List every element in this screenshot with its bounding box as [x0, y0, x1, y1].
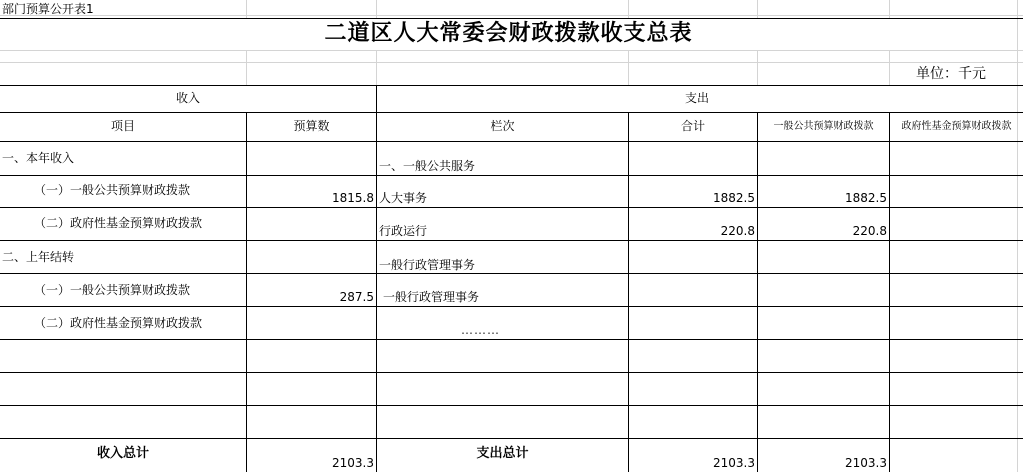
- grid-line: [889, 0, 890, 18]
- expense-general-value: 220.8: [852, 224, 887, 238]
- income-value: 287.5: [339, 290, 374, 304]
- page-title: 二道区人大常委会财政拨款收支总表: [324, 21, 693, 46]
- income-value: 1815.8: [332, 191, 374, 205]
- expense-item: 人大事务: [379, 191, 428, 205]
- total-header: 合计: [680, 119, 705, 133]
- income-total-label: 收入总计: [96, 446, 149, 461]
- border-line: [376, 85, 377, 472]
- expense-total-value: 1882.5: [713, 191, 755, 205]
- expense-item: 一般行政管理事务: [383, 290, 480, 304]
- grid-line: [0, 50, 1023, 51]
- expense-total-sum: 2103.3: [713, 456, 755, 470]
- general-budget-header: 一般公共预算财政拨款: [773, 121, 874, 132]
- grid-line: [376, 50, 377, 85]
- border-line: [0, 240, 1023, 241]
- expense-total-label: 支出总计: [476, 446, 529, 461]
- income-total-value: 2103.3: [332, 456, 374, 470]
- border-line: [0, 141, 1023, 142]
- expense-item-ellipsis: ………: [461, 323, 500, 337]
- grid-line: [757, 50, 758, 85]
- unit-label: 单位：千元: [916, 66, 986, 82]
- border-line: [0, 372, 1023, 373]
- border-line: [757, 112, 758, 472]
- expense-header: 支出: [684, 91, 709, 105]
- border-line: [889, 112, 890, 472]
- income-item: （一）一般公共预算财政拨款: [34, 183, 191, 197]
- grid-line: [628, 0, 629, 18]
- grid-line: [246, 50, 247, 85]
- income-item: 二、上年结转: [2, 250, 75, 264]
- expense-total-value: 220.8: [720, 224, 755, 238]
- grid-line: [246, 0, 247, 18]
- sheet-label: 部门预算公开表1: [2, 2, 94, 16]
- border-line: [0, 175, 1023, 176]
- grid-line: [0, 15, 1023, 16]
- border-line: [0, 85, 1023, 86]
- border-line: [0, 207, 1023, 208]
- expense-general-sum: 2103.3: [845, 456, 887, 470]
- grid-line: [628, 50, 629, 85]
- border-line: [0, 112, 1023, 113]
- income-item: （一）一般公共预算财政拨款: [34, 283, 191, 297]
- expense-item: 一、一般公共服务: [379, 159, 476, 173]
- income-item: （二）政府性基金预算财政拨款: [34, 316, 203, 330]
- column-header: 栏次: [490, 119, 515, 133]
- budget-header: 预算数: [293, 119, 330, 133]
- border-line: [0, 18, 1023, 19]
- grid-line: [757, 0, 758, 18]
- income-item: （二）政府性基金预算财政拨款: [34, 216, 203, 230]
- border-line: [0, 273, 1023, 274]
- border-line: [0, 405, 1023, 406]
- income-header: 收入: [175, 91, 200, 105]
- border-line: [628, 112, 629, 472]
- expense-general-value: 1882.5: [845, 191, 887, 205]
- border-line: [0, 438, 1023, 439]
- grid-line: [889, 50, 890, 85]
- grid-line: [0, 62, 1023, 63]
- item-header: 项目: [110, 119, 135, 133]
- border-line: [0, 339, 1023, 340]
- expense-item: 一般行政管理事务: [379, 258, 476, 272]
- grid-line: [1017, 0, 1018, 472]
- income-item: 一、本年收入: [2, 151, 75, 165]
- border-line: [0, 306, 1023, 307]
- grid-line: [376, 0, 377, 18]
- expense-item: 行政运行: [379, 224, 428, 238]
- fund-budget-header: 政府性基金预算财政拨款: [901, 121, 1012, 132]
